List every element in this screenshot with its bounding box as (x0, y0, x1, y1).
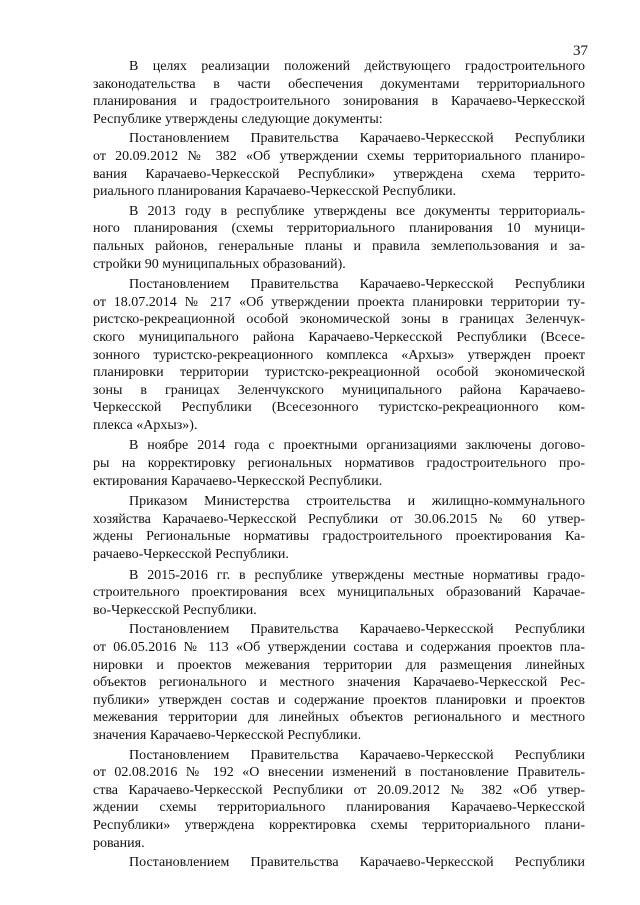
paragraph (93, 58, 585, 128)
text-line: риального планирования Карачаево-Черкесской Республики. (93, 184, 457, 200)
text-line: Приказом Министерства строительства и жилищно-коммунального (129, 494, 585, 510)
page-number: 37 (573, 43, 588, 59)
paragraph (93, 203, 585, 273)
text-line: В целях реализации положений действующего градостроительного (129, 59, 585, 74)
text-line: Постановлением Правительства Карачаево-Черкесской Республики (129, 855, 585, 871)
text-line: во-Черкесской Республики. (93, 602, 257, 618)
text-line: В ноябре 2014 года с проектными организациями заключены догово- (129, 438, 585, 454)
text-line: вания Карачаево-Черкесской Республики» утверждена схема террито- (93, 166, 585, 182)
text-line: Республике утверждены следующие документы: (93, 111, 383, 127)
text-line: Черкесской Республики (Всесезонного туристско-рекреационного ком- (93, 400, 585, 416)
text-line: ждены Региональные нормативы градостроительного проектирования Ка- (93, 529, 585, 545)
text-line: ного планирования (схемы территориального планирования 10 муници- (93, 221, 585, 237)
text-line: значения Карачаево-Черкесской Республики. (93, 727, 362, 743)
text-line: межевания территории для линейных объектов регионального и местного (93, 710, 585, 726)
text-line: планировки территории туристско-рекреационной особой экономической (93, 365, 585, 381)
text-line: Республики» утверждена корректировка схемы территориального плани- (93, 817, 585, 833)
text-line: от 20.09.2012 № 382 «Об утверждении схемы территориального планиро- (93, 148, 585, 164)
paragraph (93, 493, 585, 563)
text-line: Постановлением Правительства Карачаево-Черкесской Республики (129, 747, 585, 763)
paragraph (93, 747, 585, 853)
text-line: Постановлением Правительства Карачаево-Черкесской Республики (129, 622, 585, 638)
text-line: нировки и проектов межевания территории для размещения линейных (93, 657, 585, 673)
paragraph (93, 276, 585, 434)
text-line: ектирования Карачаево-Черкесской Республики. (93, 473, 383, 489)
text-line: ры на корректировку региональных нормативов градостроительного про- (93, 456, 585, 472)
text-line: ского муниципального района Карачаево-Черкесской Республики (Всесе- (93, 329, 585, 345)
text-line: В 2013 году в республике утверждены все документы территориаль- (129, 203, 585, 219)
text-line: от 18.07.2014 № 217 «Об утверждении проекта планировки территории ту- (93, 294, 585, 310)
text-line: строительного проектирования всех муниципальных образований Карачае- (93, 585, 585, 601)
text-line: В 2015-2016 гг. в республике утверждены местные нормативы градо- (129, 567, 585, 583)
document-body (93, 58, 585, 872)
text-line: пальных районов, генеральные планы и правила землепользования и за- (93, 238, 585, 254)
text-line: публики» утвержден состав и содержание проектов планировки и проектов (93, 692, 585, 708)
text-line: от 06.05.2016 № 113 «Об утверждении состава и содержания проектов пла- (93, 640, 585, 655)
text-line: ждении схемы территориального планирования Карачаево-Черкесской (93, 800, 585, 816)
text-line: Постановлением Правительства Карачаево-Черкесской Республики (129, 277, 585, 293)
paragraph (93, 130, 585, 200)
text-line: рования. (93, 835, 145, 851)
text-line: зоны в границах Зеленчукского муниципального района Карачаево- (93, 382, 585, 398)
text-line: стройки 90 муниципальных образований). (93, 256, 346, 272)
text-line: законодательства в части обеспечения документами территориального (93, 76, 585, 92)
text-line: ства Карачаево-Черкесской Республики от 20.09.2012 № 382 «Об утвер- (93, 782, 585, 798)
paragraph (93, 437, 585, 490)
text-line: планирования и градостроительного зонирования в Карачаево-Черкесской (93, 94, 585, 110)
text-line: рачаево-Черкесской Республики. (93, 547, 289, 563)
paragraph (93, 567, 585, 620)
paragraph (93, 854, 585, 872)
text-line: объектов регионального и местного значения Карачаево-Черкесской Рес- (93, 675, 585, 691)
text-line: зонного туристско-рекреационного комплекса «Архыз» утвержден проект (93, 347, 585, 363)
text-line: от 02.08.2016 № 192 «О внесении изменений в постановление Правитель- (93, 765, 585, 781)
text-line: Постановлением Правительства Карачаево-Черкесской Республики (129, 131, 585, 147)
text-line: плекса «Архыз»). (93, 417, 198, 433)
paragraph (93, 621, 585, 744)
text-line: хозяйства Карачаево-Черкесской Республики от 30.06.2015 № 60 утвер- (93, 511, 585, 527)
text-line: ристско-рекреационной особой экономической зоны в границах Зеленчук- (93, 312, 585, 328)
